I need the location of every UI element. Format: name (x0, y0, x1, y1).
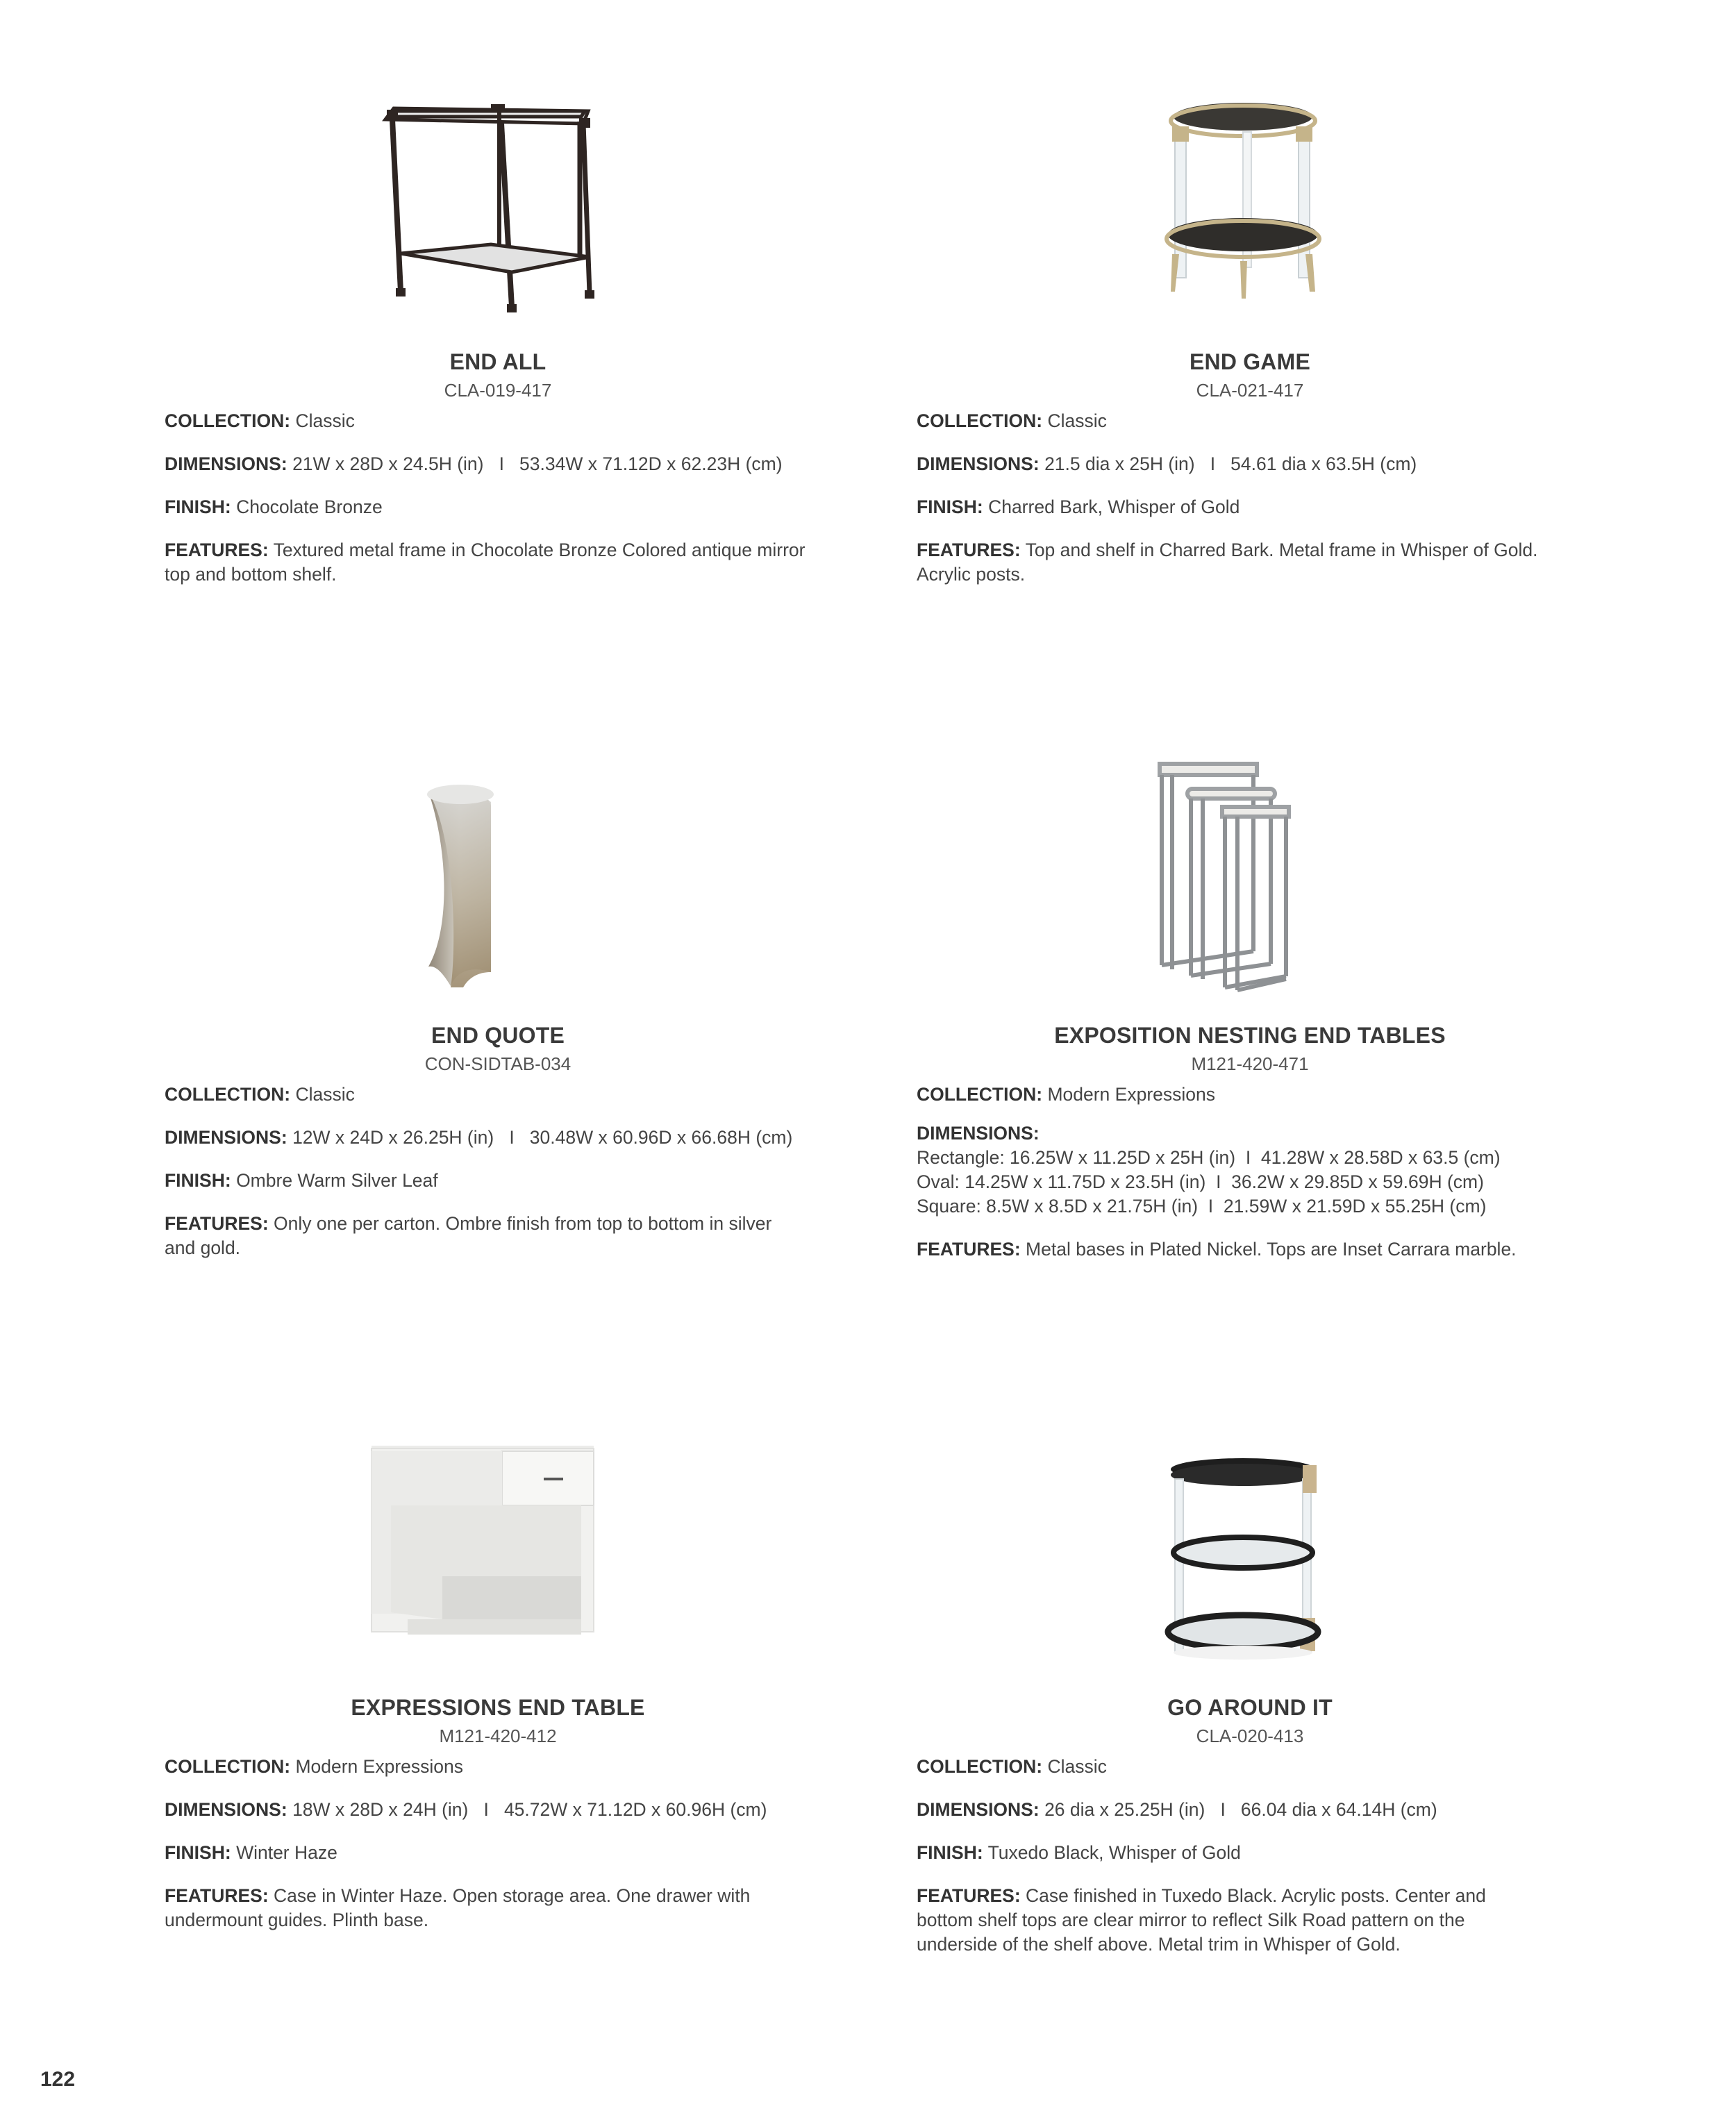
product-image-go-around-it (917, 1444, 1611, 1701)
product-image-end-game (917, 90, 1611, 347)
collection-spec: COLLECTION: Classic (917, 410, 1107, 431)
dimensions-spec: DIMENSIONS: 21W x 28D x 24.5H (in) I 53.34W x 71.12D x 62.23H (cm) (165, 453, 783, 474)
product-sku: CLA-020-413 (1196, 1726, 1304, 1746)
product-image-expressions (165, 1430, 859, 1687)
product-name: EXPRESSIONS END TABLE (351, 1695, 645, 1720)
finish-spec: FINISH: Ombre Warm Silver Leaf (165, 1170, 438, 1191)
finish-spec: FINISH: Chocolate Bronze (165, 496, 383, 517)
dimensions-spec: DIMENSIONS: 21.5 dia x 25H (in) I 54.61 dia x 63.5H (cm) (917, 453, 1417, 474)
dimensions-spec: DIMENSIONS: 18W x 28D x 24H (in) I 45.72W x 71.12D x 60.96H (cm) (165, 1799, 767, 1820)
finish-spec: FINISH: Charred Bark, Whisper of Gold (917, 496, 1240, 517)
collection-spec: COLLECTION: Modern Expressions (917, 1084, 1215, 1105)
dimensions-spec: DIMENSIONS: Rectangle: 16.25W x 11.25D x 25H (in) I 41.28W x 28.58D x 63.5 (cm) Oval: 14.25W x 11.75D x 23.5H (in) I 36.2W x 29.85D x 59.69H (cm) Square: 8.5W x 8.5D x 21.75H (in) I 21.59W x 21.59D x 55.25H (cm) (917, 1123, 1501, 1217)
collection-spec: COLLECTION: Modern Expressions (165, 1756, 463, 1777)
product-specs (917, 1755, 1611, 1975)
collection-spec: COLLECTION: Classic (917, 1756, 1107, 1777)
product-name: END ALL (449, 349, 546, 374)
product-specs (917, 1083, 1611, 1280)
finish-spec: FINISH: Winter Haze (165, 1842, 337, 1863)
features-spec: FEATURES: Case in Winter Haze. Open storage area. One drawer with undermount guides. Plinth base. (165, 1885, 751, 1930)
product-image-end-all (165, 90, 859, 347)
dimensions-spec: DIMENSIONS: 26 dia x 25.25H (in) I 66.04 dia x 64.14H (cm) (917, 1799, 1437, 1820)
product-sku: M121-420-412 (439, 1726, 557, 1746)
product-specs (165, 1755, 859, 1951)
features-spec: FEATURES: Textured metal frame in Chocolate Bronze Colored antique mirror top and bottom shelf. (165, 540, 806, 585)
collection-spec: COLLECTION: Classic (165, 410, 355, 431)
product-specs (165, 409, 859, 605)
product-image-exposition (917, 743, 1611, 1000)
product-sku: CLA-021-417 (1196, 380, 1304, 401)
product-sku: CLA-019-417 (444, 380, 552, 401)
product-specs (917, 409, 1611, 605)
product-image-end-quote (165, 764, 859, 1021)
product-sku: M121-420-471 (1191, 1053, 1309, 1074)
page-number: 122 (40, 2068, 76, 2091)
product-name: GO AROUND IT (1167, 1695, 1333, 1720)
product-specs (165, 1083, 859, 1279)
product-name: EXPOSITION NESTING END TABLES (1054, 1023, 1446, 1048)
features-spec: FEATURES: Case finished in Tuxedo Black. Acrylic posts. Center and bottom shelf tops are clear mirror to reflect Silk Road pattern on the underside of the shelf above. Metal trim in Whisper of Gold. (917, 1885, 1486, 1955)
dimensions-spec: DIMENSIONS: 12W x 24D x 26.25H (in) I 30.48W x 60.96D x 66.68H (cm) (165, 1127, 793, 1148)
product-sku: CON-SIDTAB-034 (424, 1053, 571, 1074)
features-spec: FEATURES: Only one per carton. Ombre finish from top to bottom in silver and gold. (165, 1213, 772, 1258)
features-spec: FEATURES: Top and shelf in Charred Bark. Metal frame in Whisper of Gold. Acrylic posts. (917, 540, 1538, 585)
features-spec: FEATURES: Metal bases in Plated Nickel. Tops are Inset Carrara marble. (917, 1239, 1517, 1260)
collection-spec: COLLECTION: Classic (165, 1084, 355, 1105)
product-name: END GAME (1189, 349, 1311, 374)
finish-spec: FINISH: Tuxedo Black, Whisper of Gold (917, 1842, 1241, 1863)
product-name: END QUOTE (431, 1023, 565, 1048)
